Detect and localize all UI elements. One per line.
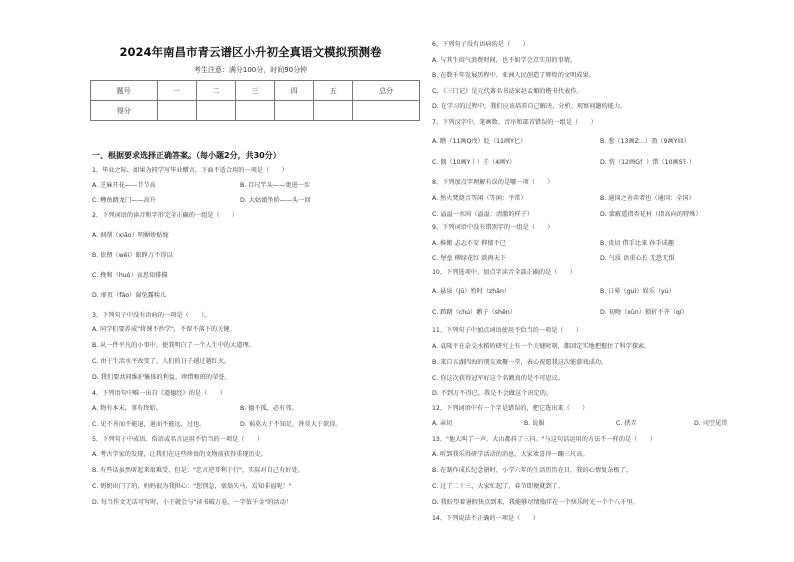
- question-line: 13、"他大叫了一声，大山都抖了三抖。"与这句话运用的方法不一样的是（ ）: [432, 436, 656, 443]
- score-header-cell: 总分: [353, 81, 420, 101]
- question-line: 6、下列句子没有语病的是（ ）: [432, 41, 529, 48]
- question-line: 3、下列句子中没有语病的一项是（ ）。: [92, 312, 211, 319]
- question-line: A. 同学们要养成"将课不抄学"，不留不落下的关键。: [92, 326, 236, 333]
- question-line: C. 你这次获得冠军好这个名额真的是不可思议。: [432, 375, 565, 382]
- question-line: B. 日晕（guì）娱乐（yú）: [600, 288, 675, 295]
- score-cell: [196, 101, 235, 121]
- question-line: C. 过了二十三，大家忙起了，春节即便就到了。: [432, 483, 565, 490]
- score-header-cell: 四: [275, 81, 314, 101]
- score-header-cell: 一: [157, 81, 196, 101]
- question-line: C. 挽和（huó）哀思知排描: [92, 272, 168, 279]
- question-line: 5、下列句子中成语、俗语或名言运用不恰当的一项是（ ）: [92, 436, 263, 443]
- question-line: D. 我们要共同维护集体的利益，珍惜和班的荣誉。: [92, 374, 231, 381]
- question-line: D. 在学习的过程中，我们应该培养自己解决、分析、观察问题的能力。: [432, 103, 627, 110]
- question-line: B. 说服: [524, 420, 545, 427]
- question-line: B. 有些话虽然听起来很难受，但是："忠言逆耳利于行"，实际对自己有好处。: [92, 467, 304, 474]
- score-row-label: 得分: [91, 101, 158, 121]
- question-line: 1、毕业之际，如果为同学写毕业赠言，下面不适合用的一项是（ ）: [92, 167, 288, 174]
- question-line: D. 不到万不得已，我是不会做这个决定的。: [432, 390, 553, 397]
- question-line: B. 通国之善弈者也（通国：全国）: [600, 195, 695, 202]
- question-line: C. 鲤鱼跳龙门——高升: [92, 197, 156, 204]
- question-line: D. 气质 语重心长 无恐无惧: [600, 255, 675, 262]
- question-line: C. 堡垒 柳绿花红 欲再天下: [432, 255, 507, 262]
- question-line: C. 溢溢一水间（溢溢：清澈的样子）: [432, 211, 534, 218]
- question-line: C. 挟弄: [616, 420, 637, 427]
- score-header-cell: 五: [314, 81, 353, 101]
- question-line: D. 大姑娘坐轿——头一回: [240, 197, 311, 204]
- question-line: A. 推搬 忐忑不安 抑郁不已: [432, 240, 506, 247]
- question-line: A. 然火焚烧音等闲（等闲：平常）: [432, 195, 527, 202]
- score-header-cell: 三: [235, 81, 274, 101]
- question-line: A. 悬泉（jū）暂时（zhān）: [432, 288, 511, 295]
- score-header-cell: 二: [196, 81, 235, 101]
- question-line: C. 见不善而不能退，退而不能远，过也。: [92, 421, 206, 428]
- question-line: B. 在制作成长纪念册时，小学六年的生活历历在目，我的心情复杂极了。: [432, 467, 632, 474]
- question-line: A. 刹削（xiāo）明媚娇贴嫁: [92, 232, 169, 239]
- section-heading: 一、根据要求选择正确答案。（每小题2分，共30分）: [92, 151, 281, 160]
- question-line: A. 芝麻开花——节节高: [92, 182, 156, 189]
- question-line: A. 考古学家的发现，让我们在这些珍贵的文物前获得重现历史。: [92, 451, 268, 458]
- exam-notice: 考生注意：满分100分，时间90分钟: [193, 66, 308, 74]
- page-title: 2024年南昌市青云谱区小升初全真语文模拟预测卷: [119, 45, 382, 59]
- question-line: B. 依偎（wēi）眼睁万不得以: [92, 252, 173, 259]
- question-line: D. 初吻（xùn）锁折不齐（qí）: [600, 309, 688, 316]
- question-line: D. 祸莫大于不知足，咎莫大于欲得。: [240, 421, 342, 428]
- question-line: A. 瞧（11画Q戊）眨（11画Y匕）: [432, 138, 527, 145]
- question-line: B. 贵切 借手比来 孙手成趣: [600, 240, 674, 247]
- question-line: B. 在数千年发展历程中，亚洲人民创造了辉煌的文明成果。: [432, 72, 595, 79]
- score-cell: [314, 101, 353, 121]
- question-line: A. 听到我乐得研学活动的消息，大家欢喜得一蹦三尺高。: [432, 451, 589, 458]
- question-line: C. 奶奶出门了的，妈妈很为我担心："您别急，塞翁失马，焉知非福呢！": [92, 483, 292, 490]
- score-header-cell: 题号: [91, 81, 158, 101]
- question-line: D. 扉页（fāo）湿兔露犊儿: [92, 292, 167, 299]
- question-line: C. 由于生活水平改变了，人们的日子越过越红火。: [92, 358, 231, 365]
- question-line: 11、下列句子中加点词语使用不恰当的一项是（ ）: [432, 327, 583, 334]
- score-cell: [353, 101, 420, 121]
- score-cell: [275, 101, 314, 121]
- question-line: B. 葱（13画Z…）盈（9画Y皿）: [600, 138, 690, 145]
- question-line: D. 司空见贯: [694, 420, 728, 427]
- question-line: 2、下列词语的读音和字形完全正确的一组是（ ）: [92, 212, 239, 219]
- question-line: 12、下列词语中有一个字是错误的，把它选出来（ ）: [432, 405, 589, 412]
- question-line: B. 百尺竿头——更进一步: [240, 182, 311, 189]
- question-line: B. 德不孤，必有邻。: [240, 405, 298, 412]
- score-cell: [235, 101, 274, 121]
- question-line: 10、下列选项中，加点字读音全部正确的是（ ）: [432, 269, 576, 276]
- score-table: [90, 80, 420, 121]
- question-line: A. 与其生闷气浪费时间，也不如学会点实用的事情。: [432, 57, 577, 64]
- question-line: C. 《三门记》是元代著名书法家赵孟頫的楷书代表作。: [432, 88, 583, 95]
- question-line: 8、下列加点字理解有误的是哪一项（ ）: [432, 179, 554, 186]
- question-line: D. 每当作文无话可写时，小王就会与"读书破万卷，一字值千金"的活动！: [92, 499, 293, 506]
- score-cell: [157, 101, 196, 121]
- question-line: B. 从一件平凡的小事中，使我明白了一个人生中的大道理。: [92, 342, 255, 349]
- question-line: 7、下列汉字中，笔画数、音序和部首错误的一组是（ ）: [432, 119, 597, 126]
- question-line: C. 踌躇（chú）鹅子（shēn）: [432, 309, 516, 316]
- question-line: D. 蒙蔽遥指杏花村（指高向的特殊）: [600, 211, 702, 218]
- question-line: A. 亲切: [432, 420, 453, 427]
- question-line: 14、下列说法不正确的一项是（ ）: [432, 515, 539, 522]
- score-table-score-row: [91, 101, 420, 121]
- score-table-header-row: [91, 81, 420, 101]
- question-line: A. 物有本末，事有终始。: [92, 405, 162, 412]
- question-line: 9、下列词语中没有错别字的一组是（ ）: [432, 224, 554, 231]
- question-line: D. 恍（12画G忄）错（10画S钅）: [600, 159, 696, 166]
- question-line: 4、下列语句中唯一出自《道德经》的是（ ）: [92, 390, 226, 397]
- question-line: C. 偶（10画Y丨）壬（4画Y）: [432, 159, 516, 166]
- question-line: A. 袁隆平在杂交水稻的研究上有一个关键时刻，都回定实地把握住了科学探索。: [432, 343, 651, 350]
- question-line: B. 来自五湖四海的朋友欢聚一堂，表心祝愿我这次能游戏成功。: [432, 359, 608, 366]
- question-line: D. 我盼望着暑假快点到来，我能够尽情徜徉在一个快乐时光一个个八千里。: [432, 499, 639, 506]
